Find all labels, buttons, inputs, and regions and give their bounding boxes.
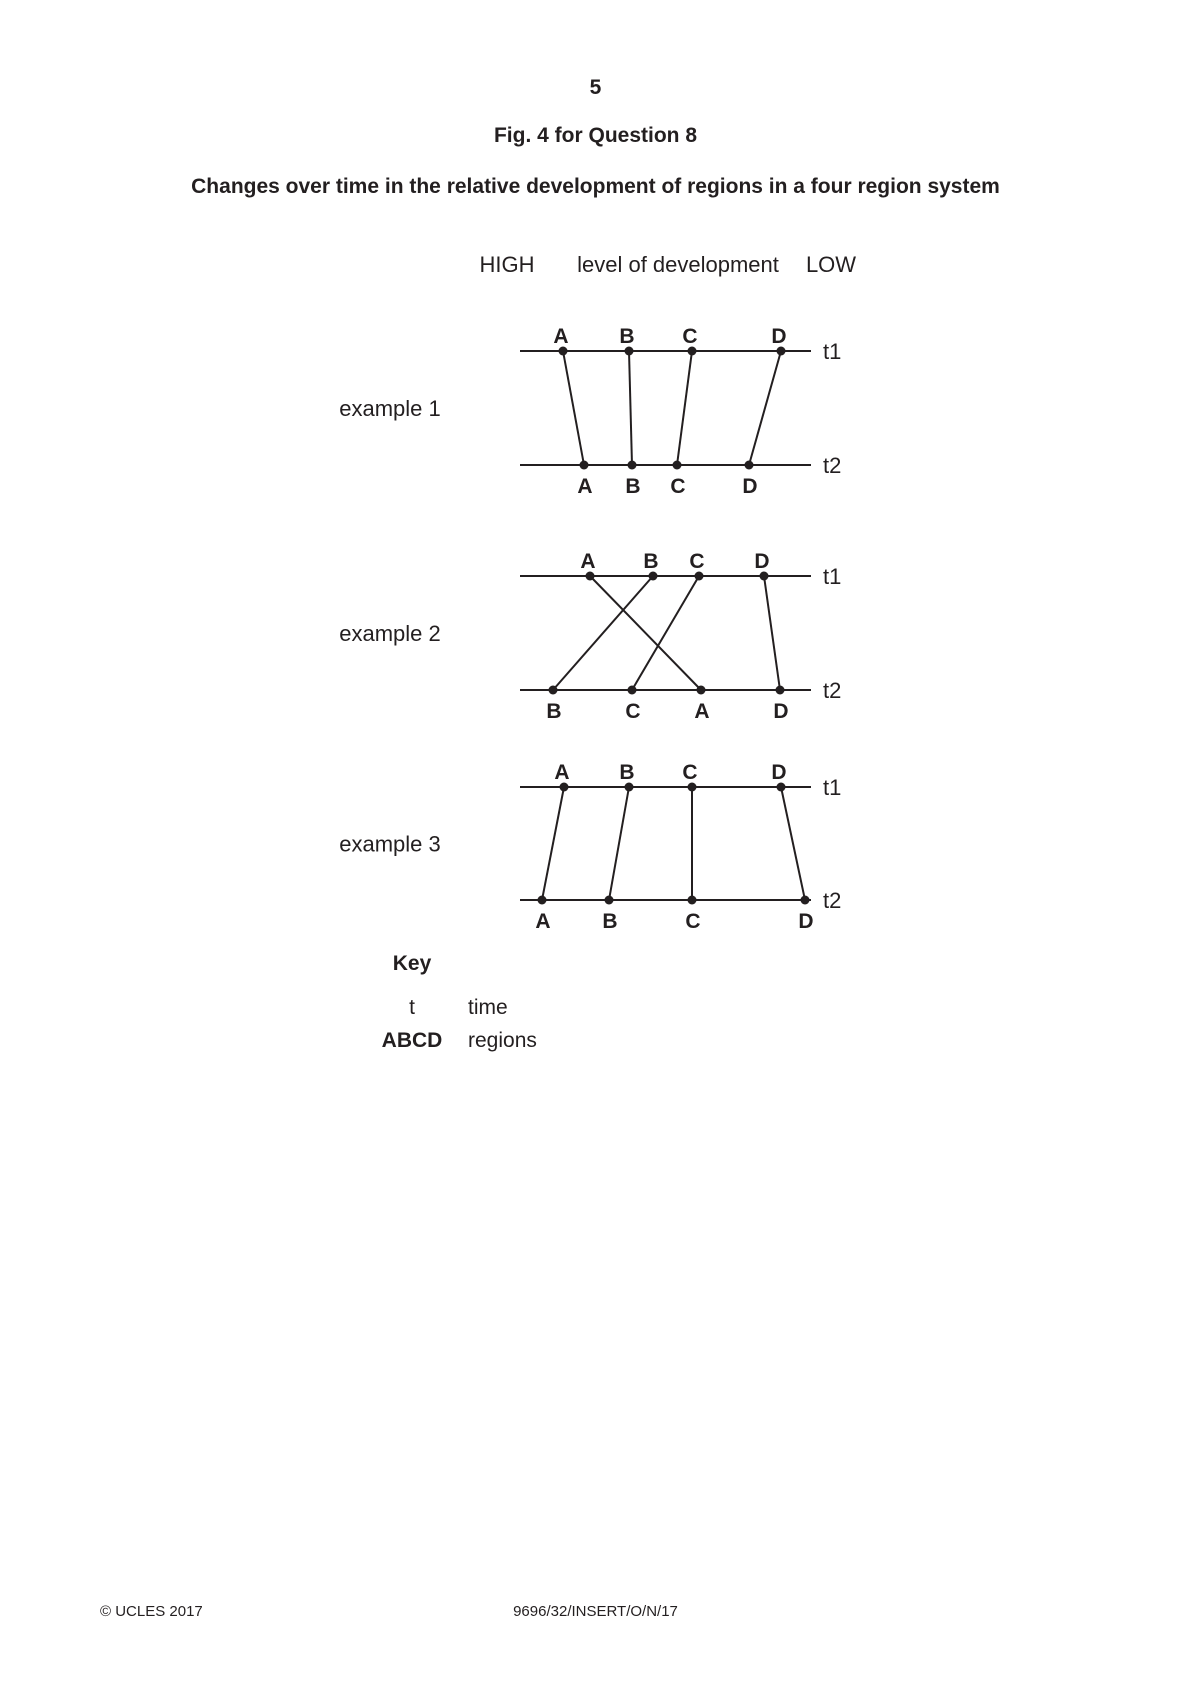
example-2-t2-point-d [776, 686, 785, 695]
example-1-t2-label: t2 [823, 453, 842, 478]
example-2-connector-a [590, 576, 701, 690]
example-1-t1-label: t1 [823, 339, 842, 364]
example-2-t2-region-label: C [625, 700, 641, 723]
example-2-t2-point-b [549, 686, 558, 695]
example-2-t2-region-label: A [694, 700, 710, 723]
example-1-t2-point-b [628, 461, 637, 470]
example-3-connector-d [781, 787, 805, 900]
example-1-t2-region-label: A [577, 475, 593, 498]
example-1-t2-region-label: B [625, 475, 641, 498]
example-3-t2-region-label: B [602, 910, 618, 933]
level-of-development-label: level of development [577, 252, 779, 277]
example-3-connector-a [542, 787, 564, 900]
example-1-connector-b [629, 351, 632, 465]
example-1-connector-c [677, 351, 692, 465]
example-3-t2-region-label: C [685, 910, 701, 933]
example-3-t2-region-label: D [798, 910, 814, 933]
example-3-t2-point-a [538, 896, 547, 905]
example-2-t1-label: t1 [823, 564, 842, 589]
example-3-t1-region-label: D [771, 761, 787, 784]
key-symbol-time: t [409, 996, 415, 1019]
example-1-t1-region-label: D [771, 325, 787, 348]
examples-layer [339, 325, 841, 933]
figure-title: Fig. 4 for Question 8 [493, 124, 698, 147]
example-2-t1-region-label: C [689, 550, 705, 573]
example-1-t1-region-label: C [682, 325, 698, 348]
example-2-t1-region-label: B [643, 550, 659, 573]
example-3-t1-region-label: C [682, 761, 698, 784]
document-code: 9696/32/INSERT/O/N/17 [513, 1603, 678, 1620]
copyright: © UCLES 2017 [100, 1603, 203, 1620]
example-1-connector-d [749, 351, 781, 465]
example-3-t2-region-label: A [535, 910, 551, 933]
high-label: HIGH [479, 252, 535, 277]
example-2-t2-region-label: B [546, 700, 562, 723]
key-symbol-regions: ABCD [381, 1029, 443, 1052]
example-3-t2-point-c [688, 896, 697, 905]
example-2-t2-region-label: D [773, 700, 789, 723]
example-2-t1-region-label: D [754, 550, 770, 573]
example-1-t2-region-label: C [670, 475, 686, 498]
figure-subtitle: Changes over time in the relative development of regions in a four region system [191, 175, 1000, 198]
page-number: 5 [589, 76, 602, 99]
example-1-t2-region-label: D [742, 475, 758, 498]
example-2-t1-region-label: A [580, 550, 596, 573]
example-2-t2-label: t2 [823, 678, 842, 703]
example-2-connector-d [764, 576, 780, 690]
example-3-t1-label: t1 [823, 775, 842, 800]
example-2-connector-b [553, 576, 653, 690]
example-3-label: example 3 [339, 831, 441, 857]
key-meaning-regions: regions [468, 1029, 537, 1052]
example-3-t2-point-b [605, 896, 614, 905]
example-3-t2-label: t2 [823, 888, 842, 913]
example-1-t1-region-label: A [553, 325, 569, 348]
example-1-t1-region-label: B [619, 325, 635, 348]
example-1-t2-point-d [745, 461, 754, 470]
example-1-t2-point-a [580, 461, 589, 470]
example-2-connector-c [632, 576, 699, 690]
example-2-label: example 2 [339, 621, 441, 646]
example-2-t2-point-c [628, 686, 637, 695]
example-1-t2-point-c [673, 461, 682, 470]
example-3-t2-point-d [801, 896, 810, 905]
example-1-label: example 1 [339, 396, 441, 421]
key-meaning-time: time [468, 996, 508, 1019]
example-3-connector-b [609, 787, 629, 900]
key-title: Key [392, 952, 432, 975]
example-2-t2-point-a [697, 686, 706, 695]
example-3-t1-region-label: B [619, 761, 635, 784]
low-label: LOW [805, 252, 857, 277]
example-3-t1-region-label: A [554, 761, 570, 784]
example-1-connector-a [563, 351, 584, 465]
